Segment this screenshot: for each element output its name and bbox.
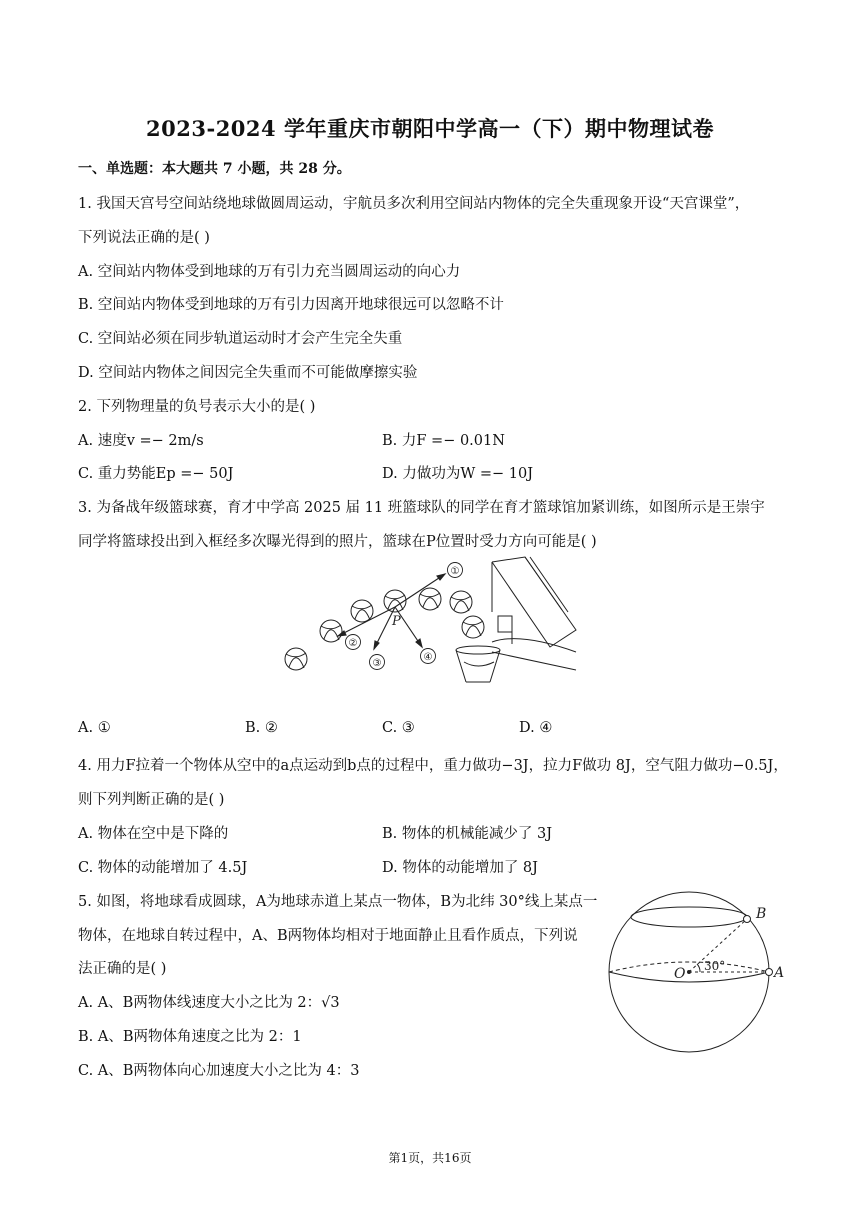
angle-label: 30° [704,959,726,973]
q3-stem-line1: 3. 为备战年级篮球赛，育才中学高 2025 届 11 班篮球队的同学在育才篮球馆加紧训练，如图所示是王崇宇 [78,500,765,516]
figure-label-2: ② [348,638,358,649]
basketball-icon [351,600,373,622]
section-heading: 一、单选题：本大题共 7 小题，共 28 分。 [78,161,351,177]
basketball-icon [419,588,441,610]
q2-option-c: C. 重力势能Ep =− 50J [78,466,234,482]
q4-stem-line2: 则下列判断正确的是( ) [78,792,225,808]
q5-stem-line1: 5. 如图，将地球看成圆球，A为地球赤道上某点一物体，B为北纬 30°线上某点一 [78,894,598,910]
earth-figure [604,882,794,1062]
point-b-label: B [756,906,767,922]
basketball-icon [462,616,484,638]
figure-label-4: ④ [423,652,433,663]
basketball-icon [450,591,472,613]
point-a-label: A [774,965,785,981]
figure-label-p: P [392,614,401,629]
q5-stem-line2: 物体，在地球自转过程中，A、B两物体均相对于地面静止且看作质点，下列说 [78,928,578,944]
q1-option-a: A. 空间站内物体受到地球的万有引力充当圆周运动的向心力 [78,264,461,280]
figure-label-1: ① [450,566,460,577]
q1-option-d: D. 空间站内物体之间因完全失重而不可能做摩擦实验 [78,365,418,381]
basketball-icon [320,620,342,642]
q2-option-d: D. 力做功为W =− 10J [382,466,534,482]
q1-stem-line2: 下列说法正确的是( ) [78,230,210,246]
basketball-icon [285,648,307,670]
q4-option-c: C. 物体的动能增加了 4.5J [78,860,248,876]
page-footer: 第1页，共16页 [388,1151,472,1165]
q1-option-c: C. 空间站必须在同步轨道运动时才会产生完全失重 [78,331,403,347]
q2-stem: 2. 下列物理量的负号表示大小的是( ) [78,399,316,415]
basketball-icon [384,590,406,612]
exam-title: 2023-2024 学年重庆市朝阳中学高一（下）期中物理试卷 [146,116,714,141]
q3-option-b: B. ② [245,720,278,736]
q2-option-b: B. 力F =− 0.01N [382,433,505,449]
point-o-label: O [674,966,686,982]
q3-stem-line2: 同学将篮球投出到入框经多次曝光得到的照片，篮球在P位置时受力方向可能是( ) [78,534,597,550]
q3-option-d: D. ④ [519,720,553,736]
q1-stem-line1: 1. 我国天宫号空间站绕地球做圆周运动，宇航员多次利用空间站内物体的完全失重现象开设“天宫课堂”， [78,196,750,212]
q1-option-b: B. 空间站内物体受到地球的万有引力因离开地球很远可以忽略不计 [78,297,504,313]
q4-option-b: B. 物体的机械能减少了 3J [382,826,553,842]
q3-option-c: C. ③ [382,720,415,736]
q3-option-a: A. ① [78,720,111,736]
q2-option-a: A. 速度v =− 2m/s [78,433,204,449]
q4-stem-line1: 4. 用力F拉着一个物体从空中的a点运动到b点的过程中，重力做功−3J，拉力F做功 8J，空气阻力做功−0.5J， [78,758,788,774]
q4-option-a: A. 物体在空中是下降的 [78,826,229,842]
q4-option-d: D. 物体的动能增加了 8J [382,860,538,876]
q5-option-b: B. A、B两物体角速度之比为 2：1 [78,1029,302,1045]
q5-stem-line3: 法正确的是( ) [78,961,167,977]
figure-label-3: ③ [372,658,382,669]
basketball-figure [280,552,580,684]
q5-option-a: A. A、B两物体线速度大小之比为 2：√3 [78,995,340,1011]
q5-option-c: C. A、B两物体向心加速度大小之比为 4：3 [78,1063,360,1079]
